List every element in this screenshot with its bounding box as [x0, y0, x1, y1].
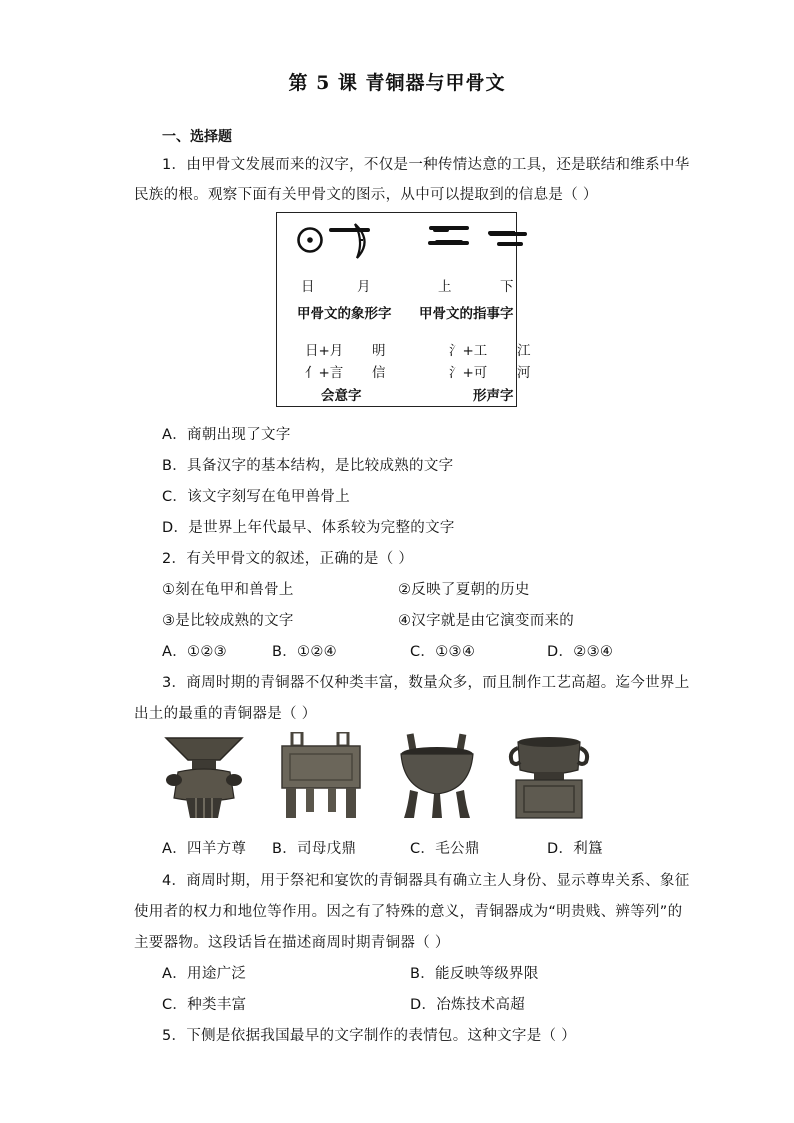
q1-option-b: B．具备汉字的基本结构，是比较成熟的文字 — [162, 458, 454, 474]
sun-glyph-icon — [299, 229, 322, 252]
oracle-bone-figure — [276, 212, 531, 407]
q4-option-a: A．用途广泛 — [162, 966, 247, 982]
q3-option-a: A．四羊方尊 — [162, 841, 247, 857]
q4-stem-line1: 4．商周时期，用于祭祀和宴饮的青铜器具有确立主人身份、显示尊卑关系、象征 — [162, 873, 690, 889]
q2-item-1: ①刻在龟甲和兽骨上 — [162, 582, 294, 598]
q2-option-c: C．①③④ — [410, 644, 476, 660]
phono-row2-parts: 氵+可 — [449, 365, 488, 381]
down-glyph-stroke-bottom — [497, 242, 523, 246]
mao-gong-ding-image — [396, 732, 478, 820]
q2-item-4: ④汉字就是由它演变而来的 — [398, 613, 575, 629]
q3-stem-line2: 出土的最重的青铜器是（ ） — [134, 706, 317, 722]
ideo-row1-parts: 日+月 — [305, 343, 344, 359]
phono-row2-result: 河 — [517, 365, 531, 381]
q2-stem: 2．有关甲骨文的叙述，正确的是（ ） — [162, 551, 414, 567]
sun-label: 日 — [301, 279, 315, 295]
indicative-caption: 甲骨文的指事字 — [419, 306, 514, 322]
q3-option-b: B．司母戊鼎 — [272, 841, 357, 857]
ideo-caption: 会意字 — [321, 388, 362, 404]
q3-stem-line1: 3．商周时期的青铜器不仅种类丰富，数量众多，而且制作工艺高超。迄今世界上 — [162, 675, 690, 691]
moon-label: 月 — [357, 279, 371, 295]
q2-option-a: A．①②③ — [162, 644, 227, 660]
q3-option-c: C．毛公鼎 — [410, 841, 480, 857]
q4-option-b: B．能反映等级界限 — [410, 966, 539, 982]
page-title: 第 5 课 青铜器与甲骨文 — [288, 72, 506, 94]
q4-option-c: C．种类丰富 — [162, 997, 247, 1013]
simuwu-ding-image — [276, 732, 366, 820]
ideo-row2-parts: 亻+言 — [305, 365, 344, 381]
four-goat-zun-image — [160, 732, 248, 820]
q5-stem: 5．下侧是依据我国最早的文字制作的表情包。这种文字是（ ） — [162, 1028, 577, 1044]
q2-option-b: B．①②④ — [272, 644, 337, 660]
up-glyph-stroke-top — [429, 226, 469, 230]
q2-item-2: ②反映了夏朝的历史 — [398, 582, 530, 598]
phono-caption: 形声字 — [473, 388, 514, 404]
q4-stem-line3: 主要器物。这段话旨在描述商周时期青铜器（ ） — [134, 935, 450, 951]
q1-option-a: A．商朝出现了文字 — [162, 427, 291, 443]
q1-stem-line2: 民族的根。观察下面有关甲骨文的图示，从中可以提取到的信息是（ ） — [134, 187, 598, 203]
q4-stem-line2: 使用者的权力和地位等作用。因之有了特殊的意义，青铜器成为“明贵贱、辨等列”的 — [134, 904, 683, 920]
phono-row1-parts: 氵+工 — [449, 343, 488, 359]
li-gui-image — [508, 732, 590, 820]
q2-option-d: D．②③④ — [547, 644, 614, 660]
q2-item-3: ③是比较成熟的文字 — [162, 613, 294, 629]
down-label: 下 — [500, 279, 514, 295]
q1-stem-line1: 1．由甲骨文发展而来的汉字，不仅是一种传情达意的工具，还是联结和维系中华 — [162, 157, 690, 173]
q1-option-d: D．是世界上年代最早、体系较为完整的文字 — [162, 520, 455, 536]
pictograph-caption: 甲骨文的象形字 — [297, 306, 392, 322]
ideo-row1-result: 明 — [372, 343, 386, 359]
down-glyph-stroke-top — [489, 232, 527, 236]
phono-row1-result: 江 — [517, 343, 531, 359]
q4-option-d: D．冶炼技术高超 — [410, 997, 526, 1013]
q3-option-d: D．利簋 — [547, 841, 603, 857]
ideo-row2-result: 信 — [372, 365, 386, 381]
up-label: 上 — [438, 279, 452, 295]
section-heading: 一、选择题 — [162, 129, 232, 145]
q1-option-c: C．该文字刻写在龟甲兽骨上 — [162, 489, 351, 505]
up-glyph-stroke-bottom — [435, 240, 463, 244]
